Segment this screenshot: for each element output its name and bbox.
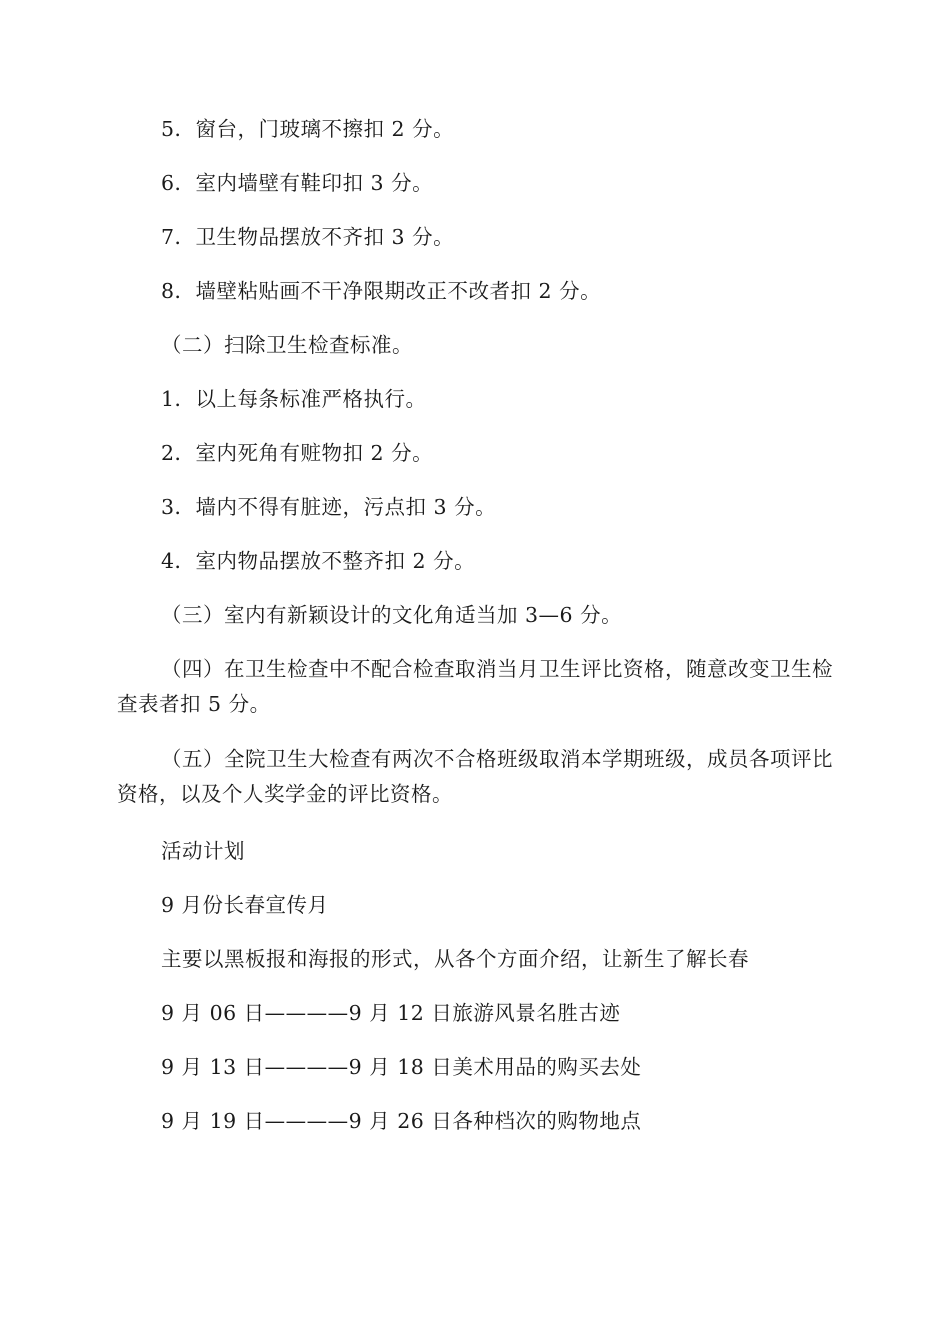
paragraph-standard-2: 2．室内死角有赃物扣 2 分。: [161, 441, 434, 465]
september-promo-title: 9 月份长春宣传月: [161, 893, 329, 917]
schedule-item-3: 9 月 19 日————9 月 26 日各种档次的购物地点: [161, 1109, 642, 1133]
section-paragraph-5: （五）全院卫生大检查有两次不合格班级取消本学期班级，成员各项评比资格，以及个人奖学金的评比资格。: [117, 747, 833, 806]
paragraph-rule-5: 5．窗台，门玻璃不擦扣 2 分。: [161, 117, 455, 141]
section-paragraph-3: （三）室内有新颖设计的文化角适当加 3—6 分。: [161, 603, 623, 627]
paragraph-standard-4: 4．室内物品摆放不整齐扣 2 分。: [161, 549, 476, 573]
schedule-item-2: 9 月 13 日————9 月 18 日美术用品的购买去处: [161, 1055, 642, 1079]
promo-description: 主要以黑板报和海报的形式，从各个方面介绍，让新生了解长春: [161, 947, 749, 971]
section-heading-2: （二）扫除卫生检查标准。: [161, 333, 413, 357]
paragraph-standard-3: 3．墙内不得有脏迹，污点扣 3 分。: [161, 495, 497, 519]
paragraph-standard-1: 1．以上每条标准严格执行。: [161, 387, 427, 411]
paragraph-rule-6: 6．室内墙壁有鞋印扣 3 分。: [161, 171, 434, 195]
activity-plan-heading: 活动计划: [161, 839, 245, 863]
paragraph-rule-7: 7．卫生物品摆放不齐扣 3 分。: [161, 225, 455, 249]
paragraph-rule-8: 8．墙壁粘贴画不干净限期改正不改者扣 2 分。: [161, 279, 602, 303]
schedule-item-1: 9 月 06 日————9 月 12 日旅游风景名胜古迹: [161, 1001, 621, 1025]
section-paragraph-4: （四）在卫生检查中不配合检查取消当月卫生评比资格，随意改变卫生检查表者扣 5 分。: [117, 657, 833, 716]
